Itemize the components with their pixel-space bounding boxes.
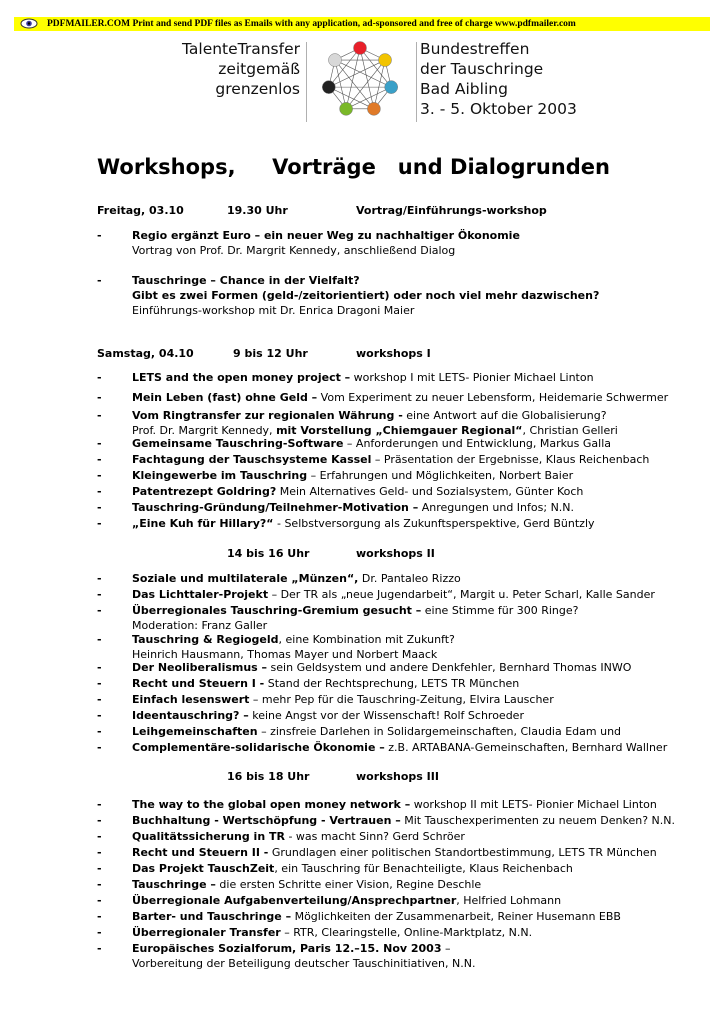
network-dot	[379, 54, 392, 67]
type-label: workshops I	[356, 347, 431, 360]
page-title: Workshops, Vorträge und Dialogrunden	[97, 155, 610, 179]
logo-left-text	[0, 39, 300, 99]
logo-right-text	[420, 39, 577, 119]
day-label: Freitag, 03.10	[97, 204, 184, 217]
logo-line: zeitgemäß	[218, 60, 300, 78]
time-label: 16 bis 18 Uhr	[227, 770, 310, 783]
logo-line: grenzenlos	[215, 80, 300, 98]
network-dot	[354, 42, 367, 55]
network-logo	[308, 30, 412, 130]
time-label: 19.30 Uhr	[227, 204, 288, 217]
logo-line: 3. - 5. Oktober 2003	[420, 100, 577, 118]
logo-line: Bad Aibling	[420, 80, 508, 98]
type-label: Vortrag/Einführungs-workshop	[356, 204, 547, 217]
network-dot	[340, 102, 353, 115]
logo-line: TalenteTransfer	[181, 40, 300, 58]
ad-banner[interactable]	[14, 17, 710, 31]
type-label: workshops III	[356, 770, 439, 783]
banner-text: PDFMAILER.COM Print and send PDF files as Emails with any application, ad-sponsored and free of charge www.pdfmailer.com	[47, 19, 576, 29]
network-dot	[367, 102, 380, 115]
network-dot	[322, 81, 335, 94]
eye-icon	[20, 18, 38, 34]
time-label: 9 bis 12 Uhr	[233, 347, 308, 360]
network-dot	[385, 81, 398, 94]
logo-line: Bundestreffen	[420, 40, 530, 58]
network-dot	[328, 54, 341, 67]
divider	[306, 42, 307, 122]
divider	[416, 42, 417, 122]
time-label: 14 bis 16 Uhr	[227, 547, 310, 560]
day-label: Samstag, 04.10	[97, 347, 194, 360]
type-label: workshops II	[356, 547, 435, 560]
logo-line: der Tauschringe	[420, 60, 544, 78]
